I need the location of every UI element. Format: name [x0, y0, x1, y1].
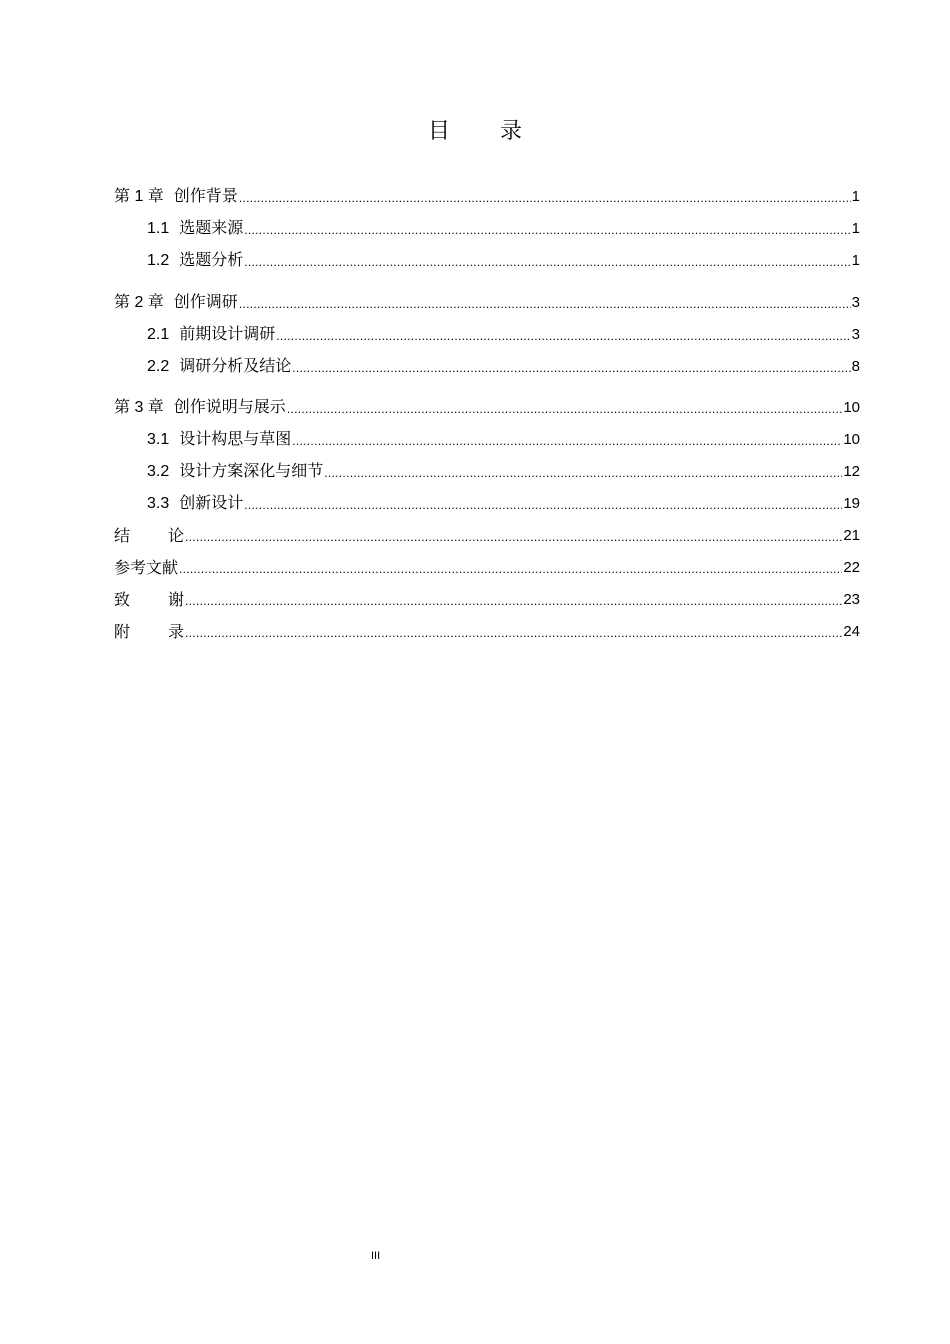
toc-entry-label: [114, 185, 238, 208]
toc-entry-text: 设计方案深化与细节: [179, 461, 324, 480]
toc-entry-label: [114, 396, 286, 419]
toc-entry-text: 参考文献: [114, 558, 179, 577]
toc-entry-text: 创作背景: [173, 186, 238, 205]
toc-entry-page: 1: [851, 252, 860, 269]
toc-entry-section-3-1[interactable]: [147, 425, 860, 451]
dot-leader: [244, 250, 850, 272]
toc-entry-chapter-1[interactable]: [114, 182, 860, 208]
toc-entry-text-char-2: 论: [168, 526, 185, 545]
toc-entry-label: [147, 323, 275, 346]
toc-entry-text: 创作调研: [173, 292, 238, 311]
toc-entry-page: 3: [851, 294, 860, 311]
toc-entry-section-1-2[interactable]: [147, 246, 860, 272]
toc-entry-label: [147, 460, 323, 483]
toc-entry-acknowledgements[interactable]: [114, 585, 860, 611]
toc-entry-section-2-2[interactable]: [147, 352, 860, 378]
toc-entry-text: 前期设计调研: [179, 324, 276, 343]
toc-entry-page: 1: [851, 220, 860, 237]
toc-entry-chapter-2[interactable]: [114, 288, 860, 314]
dot-leader: [179, 557, 842, 579]
toc-entry-number: 3.2: [147, 463, 170, 480]
toc-entry-page: 1: [851, 188, 860, 205]
toc-entry-text-char-1: 致: [114, 590, 131, 609]
toc-entry-text: 设计构思与草图: [179, 429, 292, 448]
toc-entry-page: 12: [843, 463, 860, 480]
toc-entry-number: 3.3: [147, 495, 170, 512]
toc-entry-text-char-1: 结: [114, 526, 131, 545]
dot-leader: [287, 397, 843, 419]
dot-leader: [239, 186, 851, 208]
toc-entry-label: [147, 428, 291, 451]
toc-entry-references[interactable]: [114, 553, 860, 579]
toc-entry-text-char-1: 附: [114, 622, 131, 641]
toc-entry-text: 创作说明与展示: [173, 397, 286, 416]
toc-entry-label: [147, 355, 291, 378]
toc-entry-page: 24: [843, 623, 860, 640]
toc-entry-page: 3: [851, 326, 860, 343]
toc-entry-text: 调研分析及结论: [179, 356, 292, 375]
toc-entry-number: 1.1: [147, 220, 170, 237]
toc-entry-conclusion[interactable]: [114, 521, 860, 547]
title-char-1: 目: [427, 119, 450, 144]
toc-entry-section-3-2[interactable]: [147, 457, 860, 483]
toc-entry-label: [114, 589, 184, 611]
toc-entry-page: 10: [843, 399, 860, 416]
dot-leader: [276, 324, 850, 346]
dot-leader: [244, 218, 850, 240]
toc-entry-text-char-2: 录: [168, 622, 185, 641]
toc-entry-label: [114, 557, 178, 579]
dot-leader: [292, 429, 842, 451]
toc-entry-page: 21: [843, 527, 860, 544]
toc-entry-number: 第 3 章: [114, 399, 164, 416]
toc-entry-text-char-2: 谢: [168, 590, 185, 609]
toc-entry-appendix[interactable]: [114, 617, 860, 643]
dot-leader: [324, 461, 842, 483]
toc-entry-section-2-1[interactable]: [147, 320, 860, 346]
dot-leader: [185, 589, 842, 611]
dot-leader: [292, 356, 850, 378]
toc-entry-label: [147, 492, 243, 515]
toc-entry-text: 选题分析: [179, 250, 244, 269]
toc-entry-chapter-3[interactable]: [114, 393, 860, 419]
toc-entry-text: 创新设计: [179, 493, 244, 512]
dot-leader: [239, 292, 851, 314]
toc-entry-number: 2.2: [147, 358, 170, 375]
toc-entry-label: [114, 525, 184, 547]
toc-entry-label: [147, 249, 243, 272]
toc-entry-section-3-3[interactable]: [147, 489, 860, 515]
dot-leader: [244, 493, 842, 515]
dot-leader: [185, 525, 842, 547]
toc-entry-page: 22: [843, 559, 860, 576]
toc-entry-text: 选题来源: [179, 218, 244, 237]
toc-entry-section-1-1[interactable]: [147, 214, 860, 240]
toc-entry-label: [147, 217, 243, 240]
page-number-footer: III: [371, 1250, 381, 1262]
toc-entry-label: [114, 291, 238, 314]
page-title: [0, 114, 950, 145]
toc-entry-number: 1.2: [147, 252, 170, 269]
toc-entry-page: 19: [843, 495, 860, 512]
toc-entry-page: 23: [843, 591, 860, 608]
toc-entry-number: 第 1 章: [114, 188, 164, 205]
toc-entry-number: 第 2 章: [114, 294, 164, 311]
dot-leader: [185, 621, 842, 643]
title-char-2: 录: [500, 119, 523, 144]
toc-entry-number: 2.1: [147, 326, 170, 343]
toc-entry-page: 10: [843, 431, 860, 448]
toc-entry-label: [114, 621, 184, 643]
toc-entry-page: 8: [851, 358, 860, 375]
toc-entry-number: 3.1: [147, 431, 170, 448]
